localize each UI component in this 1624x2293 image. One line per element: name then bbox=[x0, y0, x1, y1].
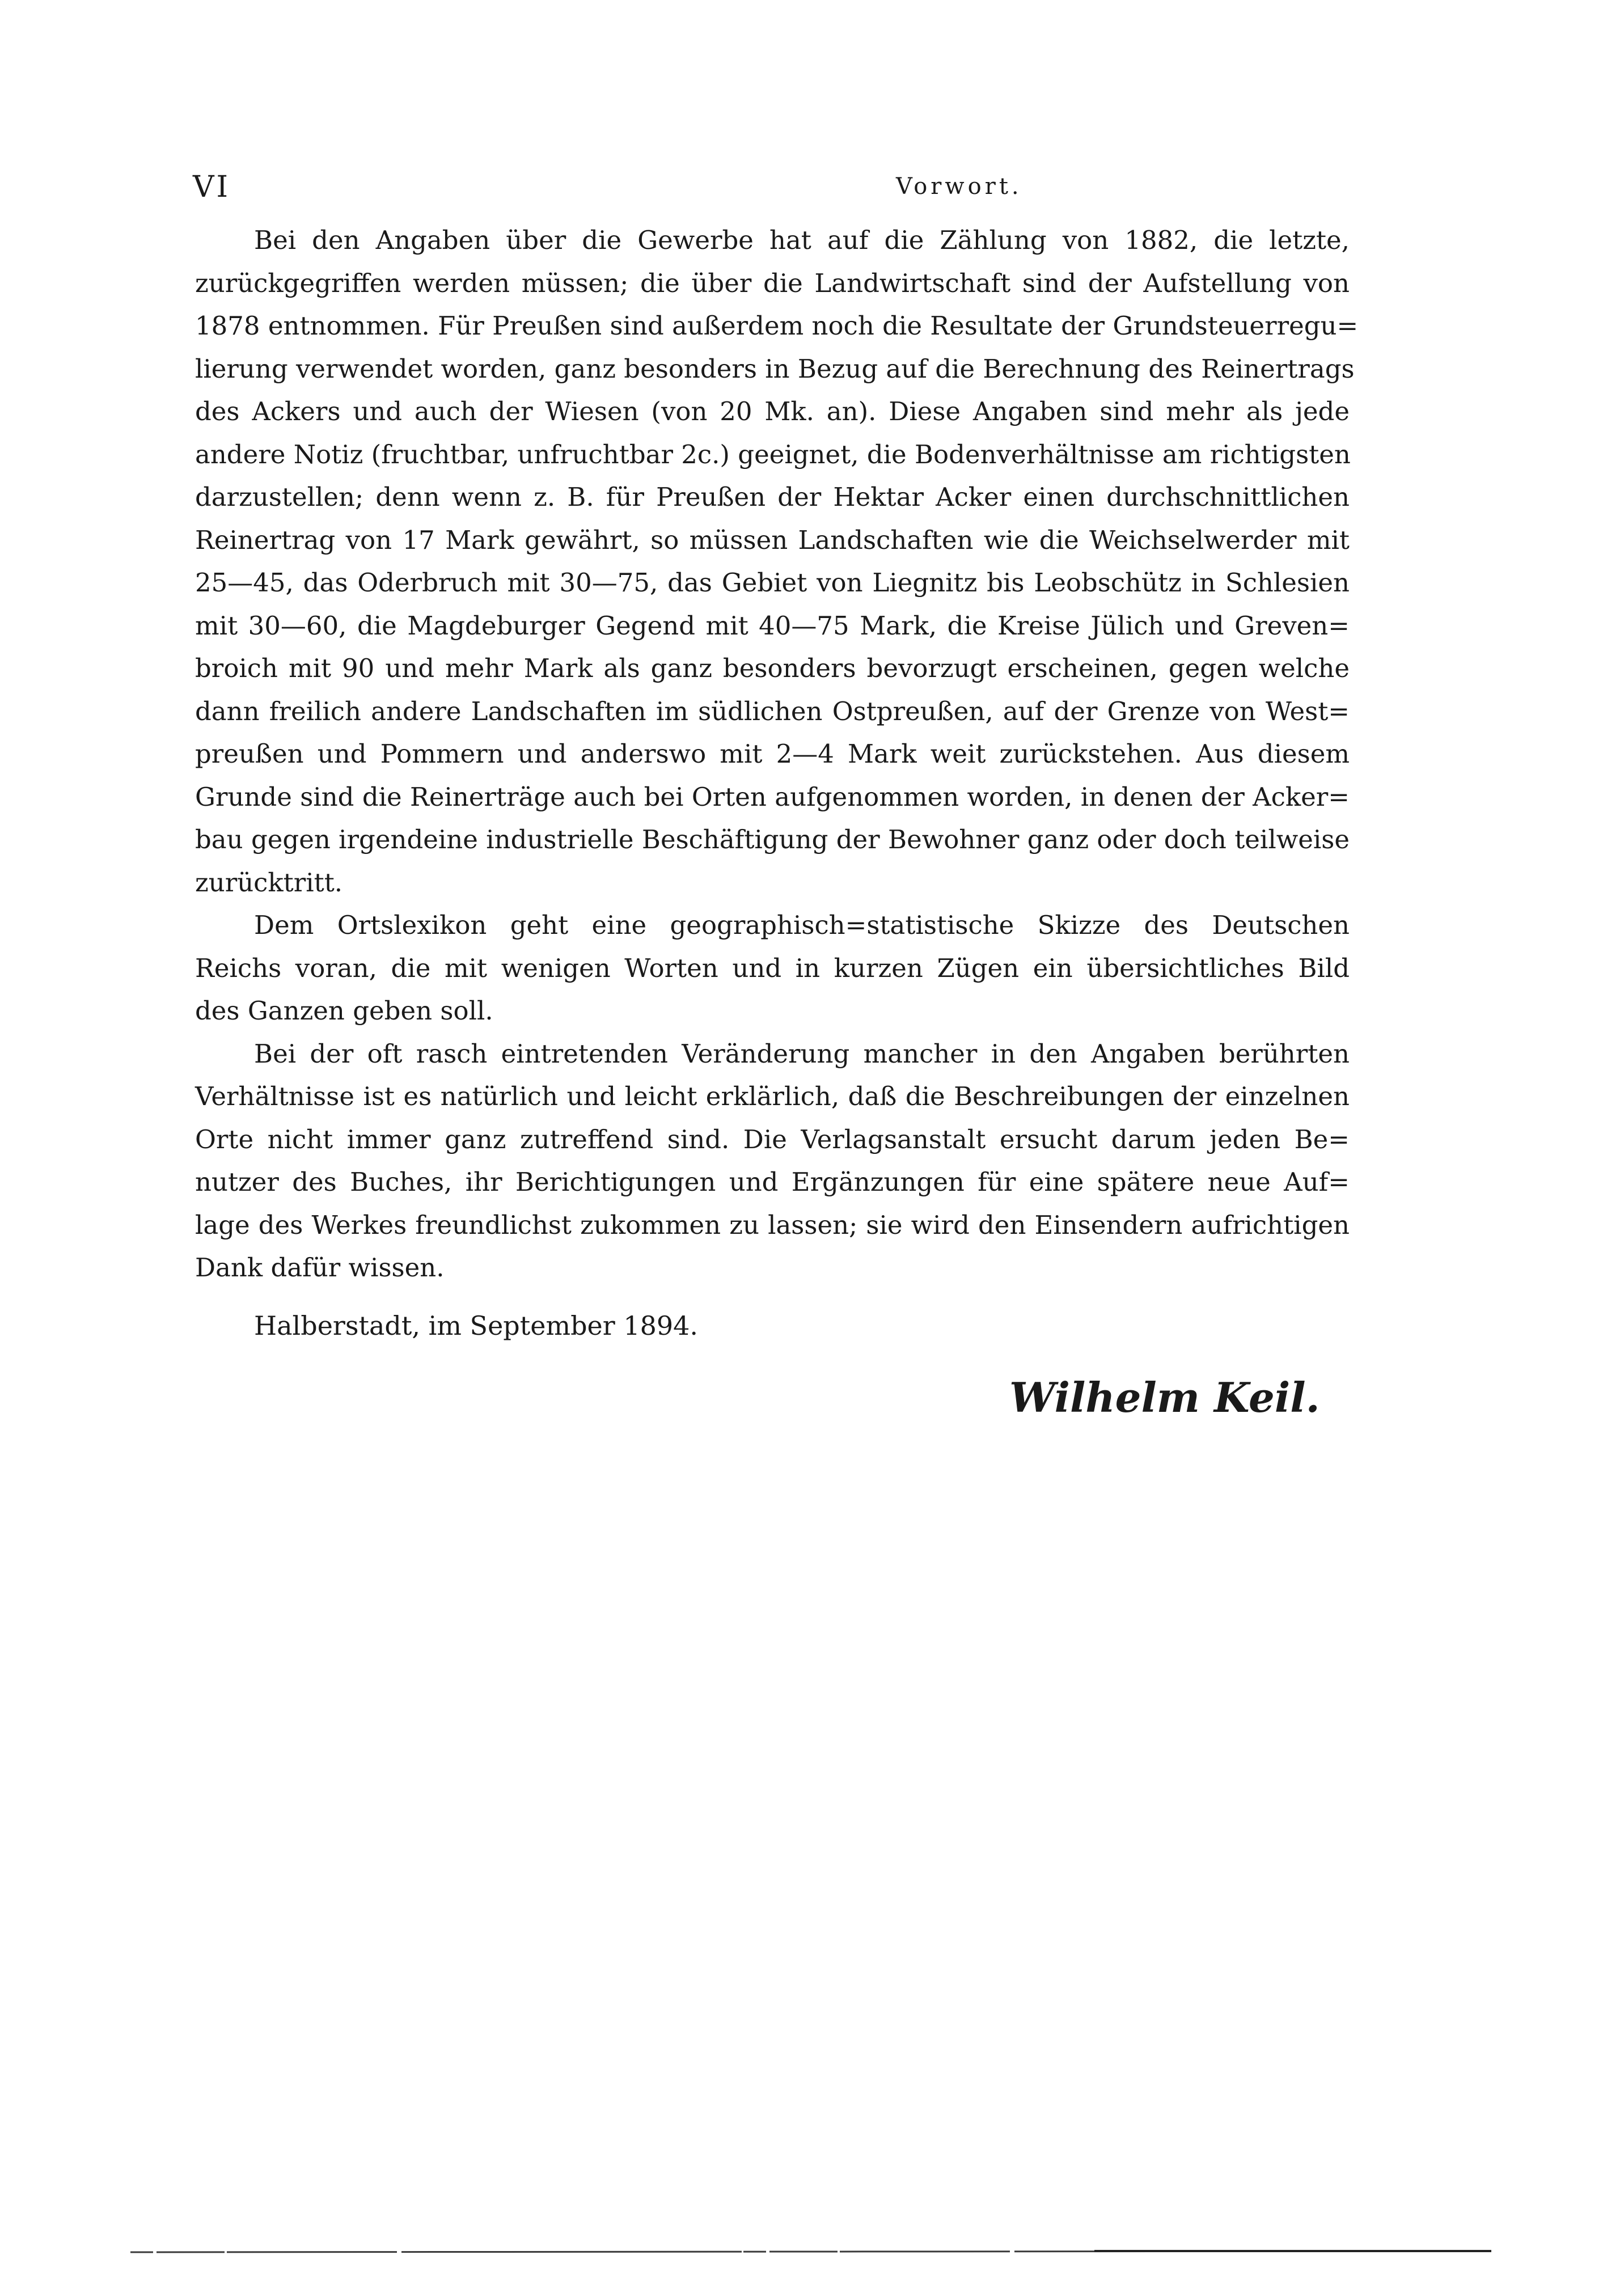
text-line: Bei den Angaben über die Gewerbe hat auf die Zählung von 1882, die letzte, bbox=[254, 225, 1350, 255]
place-date-line: Halberstadt, im September 1894. bbox=[254, 1310, 699, 1341]
page-number: VI bbox=[193, 170, 231, 204]
text-line: Dem Ortslexikon geht eine geographisch=statistische Skizze des Deutschen bbox=[254, 910, 1350, 940]
text-line: bau gegen irgendeine industrielle Beschäftigung der Bewohner ganz oder doch teilweise bbox=[195, 824, 1350, 854]
page-header bbox=[193, 170, 1350, 210]
signature bbox=[1009, 1367, 1327, 1429]
paragraph-1 bbox=[195, 219, 1359, 904]
text-line: dann freilich andere Landschaften im südlichen Ostpreußen, auf der Grenze von West= bbox=[195, 696, 1350, 726]
text-line: zurücktritt. bbox=[195, 867, 343, 898]
text-line: andere Notiz (fruchtbar, unfruchtbar 2c.) geeignet, die Bodenverhältnisse am richtigsten bbox=[195, 439, 1351, 469]
body-text bbox=[195, 219, 1359, 1289]
signature-mark bbox=[1009, 1367, 1327, 1429]
rule-line bbox=[130, 2245, 1491, 2257]
text-line: Reinertrag von 17 Mark gewährt, so müssen Landschaften wie die Weichselwerder mit bbox=[195, 524, 1350, 555]
text-line: darzustellen; denn wenn z. B. für Preußen der Hektar Acker einen durchschnittlichen bbox=[195, 482, 1350, 512]
text-line: lage des Werkes freundlichst zukommen zu lassen; sie wird den Einsendern aufrichtigen bbox=[195, 1209, 1350, 1240]
page-bottom-rule bbox=[130, 2245, 1491, 2257]
text-line: broich mit 90 und mehr Mark als ganz besonders bevorzugt erscheinen, gegen welche bbox=[195, 653, 1350, 683]
paragraph-3 bbox=[195, 1033, 1350, 1289]
text-line: 1878 entnommen. Für Preußen sind außerdem noch die Resultate der Grundsteuerregu= bbox=[195, 311, 1359, 341]
text-line: lierung verwendet worden, ganz besonders in Bezug auf die Berechnung des Reinertrags bbox=[195, 353, 1355, 384]
text-line: Grunde sind die Reinerträge auch bei Orten aufgenommen worden, in denen der Acker= bbox=[195, 781, 1350, 812]
text-line: des Ganzen geben soll. bbox=[195, 996, 493, 1026]
text-line: preußen und Pommern und anderswo mit 2—4 Mark weit zurückstehen. Aus diesem bbox=[195, 739, 1350, 769]
text-line: zurückgegriffen werden müssen; die über die Landwirtschaft sind der Aufstellung von bbox=[195, 268, 1350, 298]
text-line: Bei der oft rasch eintretenden Veränderung mancher in den Angaben berührten bbox=[254, 1038, 1350, 1069]
signature-text: Wilhelm Keil. bbox=[1009, 1373, 1320, 1422]
text-line: Verhältnisse ist es natürlich und leicht erklärlich, daß die Beschreibungen der einzelnen bbox=[195, 1081, 1350, 1111]
paragraph-2 bbox=[195, 904, 1350, 1033]
text-line: nutzer des Buches, ihr Berichtigungen und Ergänzungen für eine spätere neue Auf= bbox=[195, 1167, 1350, 1197]
text-line: Reichs voran, die mit wenigen Worten und in kurzen Zügen ein übersichtliches Bild bbox=[195, 953, 1350, 983]
running-head: Vorwort. bbox=[896, 174, 1022, 200]
text-line: des Ackers und auch der Wiesen (von 20 Mk. an). Diese Angaben sind mehr als jede bbox=[195, 396, 1350, 426]
text-line: mit 30—60, die Magdeburger Gegend mit 40—75 Mark, die Kreise Jülich und Greven= bbox=[195, 610, 1350, 641]
text-line: Dank dafür wissen. bbox=[195, 1253, 445, 1283]
text-line: Orte nicht immer ganz zutreffend sind. Die Verlagsanstalt ersucht darum jeden Be= bbox=[195, 1124, 1350, 1154]
text-line: 25—45, das Oderbruch mit 30—75, das Gebiet von Liegnitz bis Leobschütz in Schlesien bbox=[195, 568, 1350, 598]
